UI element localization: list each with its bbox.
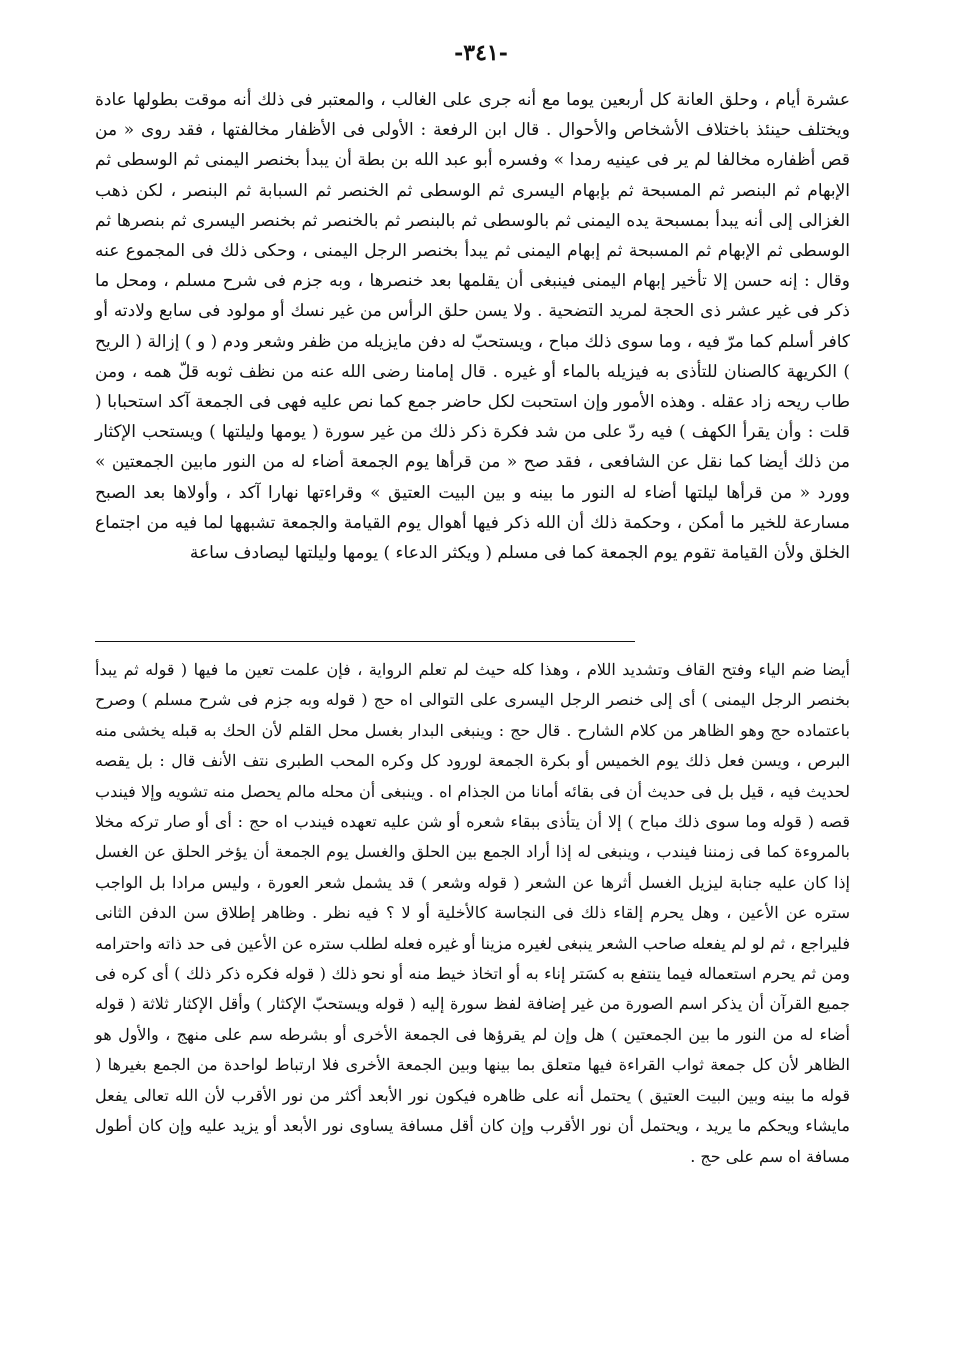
footnotes-paragraph: أيضا ضم الياء وفتح القاف وتشديد اللام ، وهذا كله حيث لم تعلم الرواية ، فإن علمت تعين ما فيها ( قوله ثم يبدأ بخنصر الرجل اليمنى ) أى إلى خنصر الرجل اليسرى على التوالى اه حج ( قوله وبه جزم فى شرح مسلم ) وصرح باعتماده حج وهو الظاهر من كلام الشارح . قال حج : وينبغى البدار بغسل محل القلم لأن الحك به قبله يخشى منه البرص ، ويسن فعل ذلك يوم الخميس أو بكرة الجمعة لورود كل وكره المحب الطبرى نتف الأنف قال : بل يقصه لحديث فيه ، قيل بل فى حديث أن فى بقائه أمانا من الجذام اه . وينبغى أن محله مالم يحصل منه تشويه وإلا فيندب قصه ( قوله وما سوى ذلك مباح ) إلا أن يتأذى ببقاء شعره أو شن عليه تعهده فيندب اه حج : أى أو صار تركه مخلا بالمروءة كما فى زمننا فيندب ، وينبغى له إذا أراد الجمع بين الحلق والغسل يوم الجمعة أن يؤخر الحلق عن الغسل إذا كان عليه جنابة ليزيل الغسل أثرها عن الشعر ( قوله وشعر ) قد يشمل شعر العورة ، وليس مرادا بل الواجب ستره عن الأعين ، وهل يحرم إلقاء ذلك فى النجاسة كالأخلية أو لا ؟ فيه نظر . وظاهر إطلاق سن الدفن الثانى فليراجع ، ثم لو لم يفعله صاحب الشعر ينبغى لغيره مزينا أو غيره فعله لطلب ستره عن الأعين فى حد ذاته واحترامه ومن ثم يحرم استعماله فيما ينتفع به كسَتر إناء به أو اتخاذ خيط منه أو نحو ذلك ( قوله فكره ذكر ذلك ) أى كره فى جميع القرآن أن يذكر اسم الصورة من غير إضافة لفظ سورة إليه ( قوله ويستحبّ الإكثار ) وأقل الإكثار ثلاثة ( قوله أضاء له من النور ما بين الجمعتين ) هل وإن لم يقرؤها فى الجمعة الأخرى أو بشرطه سم على منهج ، والأول هو الظاهر لأن كل جمعة ثواب القراءة فيها متعلق بما بينها وبين الجمعة الأخرى فلا ارتباط لواحدة من الجمع بغيرها ( قوله ما بينه وبين البيت العتيق ) يحتمل أنه على ظاهره فيكون نور الأبعد أكثر من نور الأقرب لأن الله تعالى يفعل مايشاء ويحكم ما يريد ، ويحتمل أن نور الأقرب وإن كان أقل مسافة يساوى نور الأبعد أو يزيد عليه وإن كان أطول مسافة اه سم على حج .	[95, 660, 851, 1166]
main-text-block	[95, 85, 850, 568]
main-paragraph: عشرة أيام ، وحلق العانة كل أربعين يوما مع أنه جرى على الغالب ، والمعتبر فى ذلك أنه موقت بطولها عادة ويختلف حينئذ باختلاف الأشخاص والأحوال . قال ابن الرفعة : الأولى فى الأظفار مخالفتها ، فقد روى « من قص أظفاره مخالفا لم ير فى عينيه رمدا » وفسره أبو عبد الله بن بطة أن يبدأ بخنصر اليمنى ثم الوسطى ثم الإبهام ثم البنصر ثم المسبحة ثم بإبهام اليسرى ثم الوسطى ثم الخنصر ثم السبابة ثم البنصر ، لكن ذهب الغزالى إلى أنه يبدأ بمسبحة يده اليمنى ثم بالوسطى ثم بالبنصر ثم بالخنصر ثم بخنصر اليسرى ثم بنصرها ثم الوسطى ثم الإبهام ثم المسبحة ثم إبهام اليمنى ثم يبدأ بخنصر الرجل اليمنى ، وحكى ذلك فى المجموع عنه وقال : إنه حسن إلا تأخير إبهام اليمنى فينبغى أن يقلمها بعد خنصرها ، وبه جزم فى شرح مسلم ، ومحل ما ذكر فى غير عشر ذى الحجة لمريد التضحية . ولا يسن حلق الرأس من غير نسك أو مولود فى سابع ولادته أو كافر أسلم كما مرّ فيه ، وما سوى ذلك مباح ، ويستحبّ له دفن مايزيله من ظفر وشعر ودم ( و ) إزالة ( الريح ) الكريهة كالصنان للتأذى به فيزيله بالماء أو غيره . قال إمامنا رضى الله عنه من نظف ثوبه قلّ همه ، ومن طاب ريحه زاد عقله . وهذه الأمور وإن استحبت لكل حاضر جمع كما نص عليه فهى فى الجمعة آكد استحبابا ( قلت : وأن يقرأ الكهف ) فيه ردّ على من شد فكرة ذكر ذلك من غير سورة ( يومها وليلتها ) ويستحب الإكثار من ذلك أيضا كما نقل عن الشافعى ، فقد صح « من قرأها يوم الجمعة أضاء له من النور مابين الجمعتين » وورد « من قرأها ليلتها أضاء له النور ما بينه و بين البيت العتيق » وقراءتها نهارا آكد ، وأولاها بعد الصبح مسارعة للخير ما أمكن ، وحكمة ذلك أن الله ذكر فيها أهوال يوم القيامة والجمعة تشبهها لما فيه من اجتماع الخلق ولأن القيامة تقوم يوم الجمعة كما فى مسلم ( ويكثر الدعاء ) يومها وليلتها ليصادف ساعة	[95, 90, 850, 564]
page-number: -٣٤١-	[454, 40, 508, 66]
footnote-separator	[95, 641, 635, 642]
footnotes-block	[95, 655, 850, 1172]
